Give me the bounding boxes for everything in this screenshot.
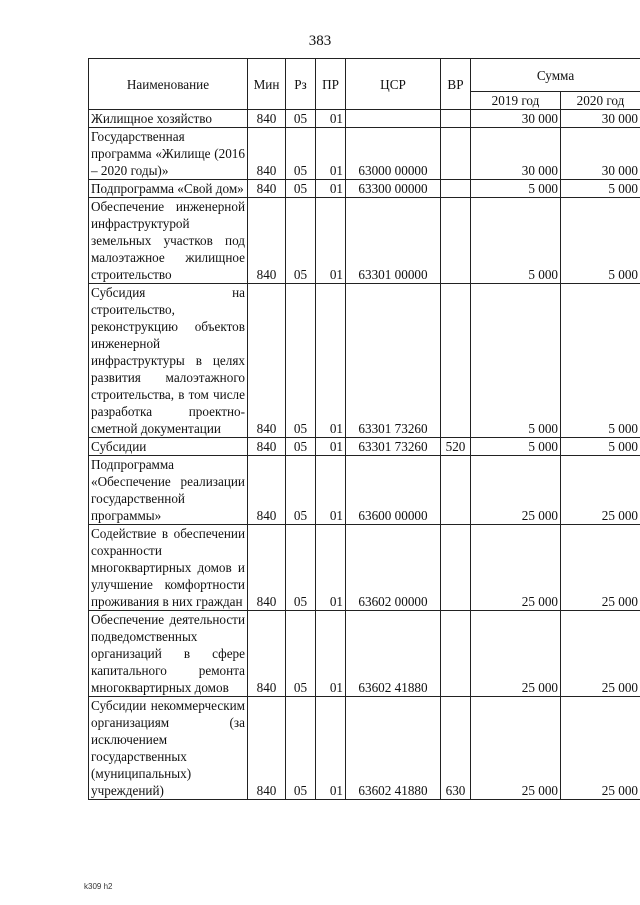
table-row bbox=[89, 697, 640, 800]
row-pr: 01 bbox=[316, 128, 346, 180]
row-sum-2019: 5 000 bbox=[471, 438, 561, 456]
row-pr: 01 bbox=[316, 697, 346, 800]
row-csr: 63301 00000 bbox=[346, 198, 441, 284]
table-row bbox=[89, 525, 640, 611]
row-sum-2020: 25 000 bbox=[561, 611, 640, 697]
col-header-csr: ЦСР bbox=[346, 59, 441, 110]
row-csr: 63602 41880 bbox=[346, 697, 441, 800]
row-vr bbox=[441, 611, 471, 697]
row-sum-2020: 25 000 bbox=[561, 525, 640, 611]
row-rz: 05 bbox=[286, 438, 316, 456]
row-csr: 63301 73260 bbox=[346, 284, 441, 438]
col-header-2020: 2020 год bbox=[561, 92, 640, 110]
page-number: 383 bbox=[308, 33, 332, 49]
row-csr: 63300 00000 bbox=[346, 180, 441, 198]
table-row bbox=[89, 198, 640, 284]
table-row bbox=[89, 438, 640, 456]
row-vr: 630 bbox=[441, 697, 471, 800]
row-sum-2019: 25 000 bbox=[471, 456, 561, 525]
row-min: 840 bbox=[248, 525, 286, 611]
col-header-min: Мин bbox=[248, 59, 286, 110]
row-pr: 01 bbox=[316, 110, 346, 128]
row-sum-2020: 5 000 bbox=[561, 438, 640, 456]
row-sum-2019: 25 000 bbox=[471, 611, 561, 697]
row-sum-2019: 25 000 bbox=[471, 697, 561, 800]
row-min: 840 bbox=[248, 284, 286, 438]
row-min: 840 bbox=[248, 110, 286, 128]
table-row bbox=[89, 611, 640, 697]
row-rz: 05 bbox=[286, 697, 316, 800]
table-row bbox=[89, 128, 640, 180]
row-pr: 01 bbox=[316, 198, 346, 284]
row-rz: 05 bbox=[286, 180, 316, 198]
row-csr: 63600 00000 bbox=[346, 456, 441, 525]
row-min: 840 bbox=[248, 180, 286, 198]
row-min: 840 bbox=[248, 128, 286, 180]
row-name: Государственная программа «Жилище (2016 – 2020 годы)» bbox=[89, 128, 248, 180]
row-csr bbox=[346, 110, 441, 128]
table-row bbox=[89, 456, 640, 525]
row-min: 840 bbox=[248, 611, 286, 697]
row-pr: 01 bbox=[316, 456, 346, 525]
row-min: 840 bbox=[248, 456, 286, 525]
row-vr: 520 bbox=[441, 438, 471, 456]
row-csr: 63000 00000 bbox=[346, 128, 441, 180]
col-header-vr: ВР bbox=[441, 59, 471, 110]
row-csr: 63602 00000 bbox=[346, 525, 441, 611]
row-sum-2019: 5 000 bbox=[471, 284, 561, 438]
row-min: 840 bbox=[248, 198, 286, 284]
row-min: 840 bbox=[248, 438, 286, 456]
row-sum-2019: 30 000 bbox=[471, 110, 561, 128]
row-sum-2020: 25 000 bbox=[561, 697, 640, 800]
budget-table bbox=[88, 58, 640, 800]
row-sum-2020: 5 000 bbox=[561, 198, 640, 284]
table-row bbox=[89, 180, 640, 198]
row-pr: 01 bbox=[316, 611, 346, 697]
table-row bbox=[89, 110, 640, 128]
row-name: Субсидии некоммерческим организациям (за исключением государственных (муниципальных) учреждений) bbox=[89, 697, 248, 800]
col-header-sum: Сумма bbox=[471, 59, 640, 92]
row-pr: 01 bbox=[316, 284, 346, 438]
row-rz: 05 bbox=[286, 284, 316, 438]
row-sum-2019: 5 000 bbox=[471, 180, 561, 198]
row-name: Подпрограмма «Обеспечение реализации государственной программы» bbox=[89, 456, 248, 525]
row-vr bbox=[441, 456, 471, 525]
row-sum-2019: 5 000 bbox=[471, 198, 561, 284]
row-vr bbox=[441, 128, 471, 180]
row-name: Обеспечение деятельности подведомственных организаций в сфере капитального ремонта многоквартирных домов bbox=[89, 611, 248, 697]
row-vr bbox=[441, 110, 471, 128]
row-pr: 01 bbox=[316, 180, 346, 198]
col-header-rz: Рз bbox=[286, 59, 316, 110]
row-sum-2020: 25 000 bbox=[561, 456, 640, 525]
row-name: Субсидия на строительство, реконструкцию объектов инженерной инфраструктуры в целях развития малоэтажного строительства, в том числе разработка проектно-сметной документации bbox=[89, 284, 248, 438]
row-csr: 63602 41880 bbox=[346, 611, 441, 697]
row-vr bbox=[441, 180, 471, 198]
col-header-2019: 2019 год bbox=[471, 92, 561, 110]
row-name: Содействие в обеспечении сохранности многоквартирных домов и улучшение комфортности проживания в них граждан bbox=[89, 525, 248, 611]
row-rz: 05 bbox=[286, 456, 316, 525]
row-name: Субсидии bbox=[89, 438, 248, 456]
row-name: Жилищное хозяйство bbox=[89, 110, 248, 128]
row-sum-2019: 30 000 bbox=[471, 128, 561, 180]
row-sum-2020: 5 000 bbox=[561, 284, 640, 438]
row-min: 840 bbox=[248, 697, 286, 800]
row-vr bbox=[441, 198, 471, 284]
footer-code: k309 h2 bbox=[84, 882, 113, 891]
table-row bbox=[89, 284, 640, 438]
row-name: Обеспечение инженерной инфраструктурой земельных участков под малоэтажное жилищное строительство bbox=[89, 198, 248, 284]
row-sum-2019: 25 000 bbox=[471, 525, 561, 611]
row-pr: 01 bbox=[316, 438, 346, 456]
col-header-name: Наименование bbox=[89, 59, 248, 110]
row-rz: 05 bbox=[286, 525, 316, 611]
row-vr bbox=[441, 284, 471, 438]
row-sum-2020: 30 000 bbox=[561, 128, 640, 180]
row-rz: 05 bbox=[286, 611, 316, 697]
row-name: Подпрограмма «Свой дом» bbox=[89, 180, 248, 198]
header-row bbox=[89, 59, 640, 92]
row-rz: 05 bbox=[286, 198, 316, 284]
row-pr: 01 bbox=[316, 525, 346, 611]
row-vr bbox=[441, 525, 471, 611]
row-csr: 63301 73260 bbox=[346, 438, 441, 456]
row-rz: 05 bbox=[286, 110, 316, 128]
col-header-pr: ПР bbox=[316, 59, 346, 110]
row-sum-2020: 5 000 bbox=[561, 180, 640, 198]
row-rz: 05 bbox=[286, 128, 316, 180]
row-sum-2020: 30 000 bbox=[561, 110, 640, 128]
